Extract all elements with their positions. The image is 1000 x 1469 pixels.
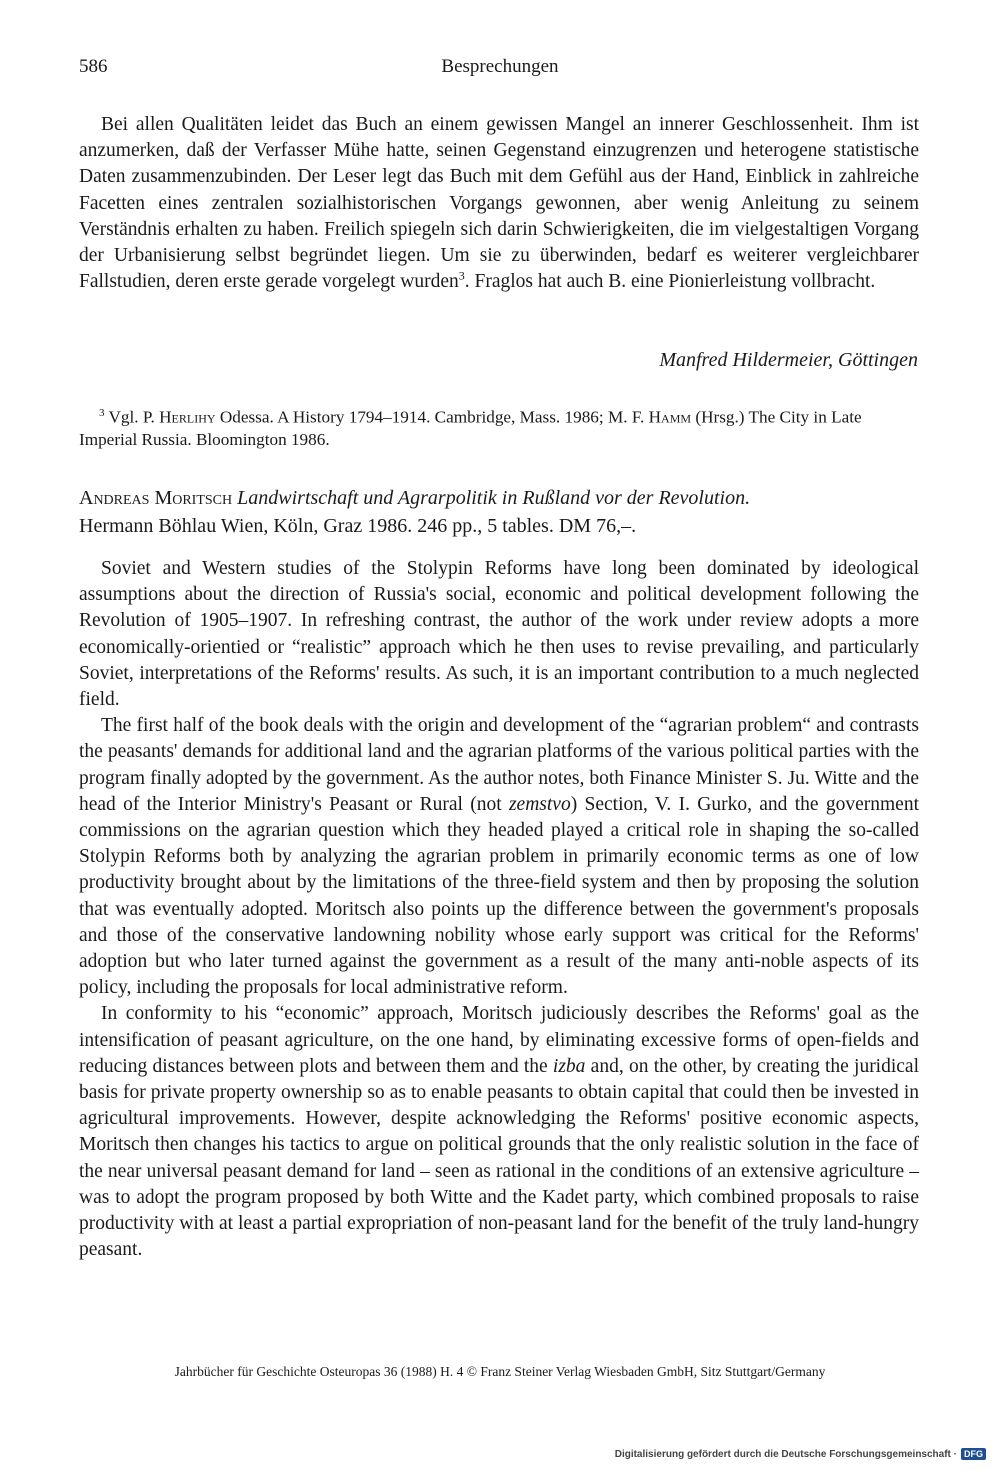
review-heading (79, 484, 919, 540)
footnote-text-3: (Hrsg.) The City in Late Imperial Russia. Bloomington 1986. (79, 407, 862, 449)
paragraph-text: Bei allen Qualitäten leidet das Buch an einem gewissen Mangel an innerer Geschlossenheit. Ihm ist anzumerken, daß der Verfasser Mühe hatte, seinen Gegenstand einzugrenzen und heterogene statistische Daten zusammenzubinden. Der Leser legt das Buch mit dem Gefühl aus der Hand, Einblick in zahlreiche Facetten eines zentralen sozialhistorischen Vorgangs gewonnen, aber wenig Anleitung zu seinem Verständnis erhalten zu haben. Freilich spiegeln sich darin Schwierigkeiten, die im vielgestaltigen Vorgang der Urbanisierung selbst begründet liegen. Um sie zu überwinden, bedarf es weiterer vergleichbarer Fallstudien, deren erste gerade vorgelegt wurden (79, 114, 919, 293)
review-book-title: Landwirtschaft und Agrarpolitik in Rußland vor der Revolution. (237, 487, 751, 509)
running-head: Besprechungen (441, 56, 559, 77)
journal-footer: Jahrbücher für Geschichte Osteuropas 36 (1988) H. 4 © Franz Steiner Verlag Wiesbaden GmbH, Sitz Stuttgart/Germany (174, 1364, 826, 1379)
footnote-text-1: Vgl. P. (108, 407, 160, 427)
emphasis-term: izba (552, 1055, 586, 1077)
previous-review-text (79, 112, 919, 295)
emphasis-term: zemstvo (508, 793, 571, 815)
footnote-mark: 3 (99, 407, 105, 419)
reviewer-signature: Manfred Hildermeier, Göttingen (659, 349, 918, 371)
paragraph-text: ) Section, V. I. Gurko, and the government commissions on the agrarian question which they headed played a critical role in shaping the so-called Stolypin Reforms both by analyzing the agrarian problem in primarily economic terms as one of low productivity brought about by the limitations of the three-field system and then by proposing the solution that was eventually adopted. Moritsch also points up the difference between the government's proposals and those of the conservative landowning nobility whose early support was critical for the Reforms' adoption but who later turned against the government as a result of the many anti-noble aspects of its policy, including the proposals for local administrative reform. (79, 793, 920, 999)
review-body (79, 556, 919, 1263)
dfg-logo-icon: DFG (961, 1448, 986, 1460)
dfg-notice-text: Digitalisierung gefördert durch die Deutsche Forschungsgemeinschaft · (614, 1448, 957, 1460)
review-paragraph-1: Soviet and Western studies of the Stolypin Reforms have long been dominated by ideological assumptions about the direction of Russia's social, economic and political development following the Revolution of 1905–1907. In refreshing contrast, the author of the work under review adopts a more economically-orientied or “realistic” approach which he then uses to revise prevailing, and particularly Soviet, interpretations of the Reforms' results. As such, it is an important contribution to a much neglected field. (79, 558, 919, 711)
paragraph-text: and, on the other, by creating the juridical basis for private property ownership so as to enable peasants to obtain capital that could then be invested in agricultural improvements. However, despite acknowledging the Reforms' positive economic aspects, Moritsch then changes his tactics to argue on political grounds that the only realistic solution in the face of the near universal peasant demand for land – seen as rational in the conditions of an extensive agriculture – was to adopt the program proposed by both Witte and the Kadet party, which combined proposals to raise productivity with at least a partial expropriation of non-peasant land for the benefit of the truly land-hungry peasant. (79, 1055, 919, 1261)
review-paragraph-2 (79, 713, 919, 1001)
paragraph-text: The first half of the book deals with the origin and development of the “agrarian problem“ and contrasts the peasants' demands for additional land and the agrarian platforms of the various political parties with the program finally adopted by the government. As the author notes, both Finance Minister S. Ju. Witte and the head of the Interior Ministry's Peasant or Rural (not (79, 715, 919, 815)
footnote-author-2: Hamm (648, 407, 692, 427)
review-author: Andreas Moritsch (79, 487, 233, 509)
footnote (79, 402, 919, 451)
review-paragraph-3 (79, 1001, 919, 1263)
page-number: 586 (79, 56, 108, 77)
paragraph-text-end: . Fraglos hat auch B. eine Pionierleistung vollbracht. (464, 271, 876, 293)
footnote-reference: 3 (458, 268, 465, 283)
previous-review-paragraph (79, 112, 919, 295)
dfg-notice (615, 1448, 986, 1460)
review-publication-info: Hermann Böhlau Wien, Köln, Graz 1986. 246 pp., 5 tables. DM 76,–. (79, 515, 637, 537)
footnote-author-1: Herlihy (159, 407, 216, 427)
footnote-text-2: Odessa. A History 1794–1914. Cambridge, Mass. 1986; M. F. (215, 407, 649, 427)
paragraph-text: In conformity to his “economic” approach, Moritsch judiciously describes the Reforms' goal as the intensification of peasant agriculture, on the one hand, by eliminating excessive forms of open-fields and reducing distances between plots and between them and the (79, 1003, 919, 1077)
